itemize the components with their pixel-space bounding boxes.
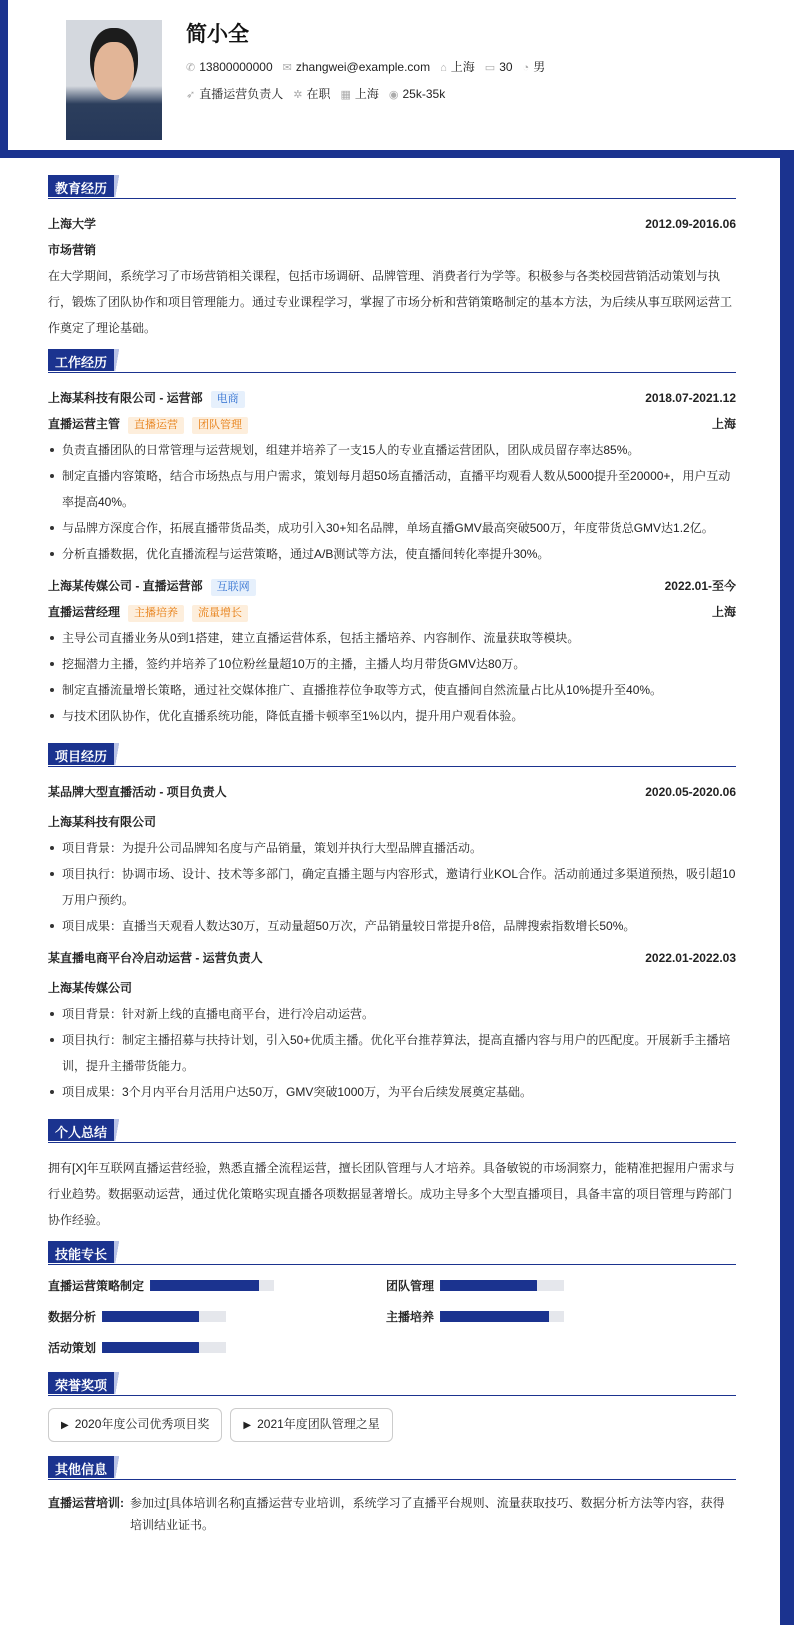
gender-icon: ◔ (522, 62, 530, 74)
skill-tag: 主播培养 (128, 605, 184, 622)
project-bullet: 项目成果：3个月内平台月活用户达50万，GMV突破1000万，为平台后续发展奠定基础。 (48, 1079, 736, 1105)
status: 在职 (306, 87, 331, 101)
project-bullet: 项目执行：协调市场、设计、技术等多部门，确定直播主题与内容形式，邀请行业KOL合作。活动前通过多渠道预热，吸引超10万用户预约。 (48, 861, 736, 913)
section-education (48, 175, 736, 199)
section-summary (48, 1119, 736, 1143)
job-city: 上海 (711, 417, 736, 431)
send-icon: ➶ (186, 89, 196, 101)
skill-bar-fill (102, 1342, 199, 1353)
salary: 25k-35k (402, 86, 446, 101)
project-company: 上海某科技有限公司 (48, 815, 157, 829)
skill-item (48, 1277, 386, 1294)
age: 30 (499, 59, 513, 74)
job-company: 上海某科技有限公司 - 运营部 (48, 391, 203, 405)
triangle-icon: ▶ (61, 1420, 69, 1431)
skill-item (48, 1308, 386, 1325)
section-title: 技能专长 (48, 1241, 114, 1263)
project-bullet: 项目背景：针对新上线的直播电商平台，进行冷启动运营。 (48, 1001, 736, 1027)
section-other (48, 1456, 736, 1480)
skill-tag: 团队管理 (192, 417, 248, 434)
building-icon: ▦ (340, 89, 351, 101)
section-projects (48, 743, 736, 767)
project-bullet: 项目背景：为提升公司品牌知名度与产品销量，策划并执行大型品牌直播活动。 (48, 835, 736, 861)
section-work (48, 349, 736, 373)
job-entry (48, 385, 736, 567)
skill-item (386, 1277, 724, 1294)
section-title: 工作经历 (48, 349, 114, 371)
edu-period: 2012.09-2016.06 (645, 217, 736, 231)
job-bullet: 主导公司直播业务从0到1搭建，建立直播运营体系，包括主播培养、内容制作、流量获取等模块。 (48, 625, 736, 651)
industry-tag: 互联网 (211, 579, 256, 596)
resume-body (48, 175, 736, 1536)
skill-tag: 直播运营 (128, 417, 184, 434)
target-city: 上海 (354, 87, 379, 101)
position: 直播运营负责人 (199, 87, 284, 101)
salary-icon: ◉ (388, 88, 399, 101)
skill-bar-fill (150, 1280, 259, 1291)
other-text: 参加过[具体培训名称]直播运营专业培训，系统学习了直播平台规则、流量获取技巧、数据分析方法等内容，获得培训结业证书。 (130, 1496, 725, 1532)
phone: 13800000000 (199, 59, 273, 74)
age-icon: ▭ (484, 61, 496, 74)
project-entry (48, 945, 736, 1105)
skill-item (386, 1308, 724, 1325)
project-entry (48, 779, 736, 939)
email: zhangwei@example.com (295, 59, 431, 74)
job-role: 直播运营经理 (48, 605, 121, 619)
section-title: 其他信息 (48, 1456, 114, 1478)
skill-bar-fill (440, 1280, 537, 1291)
skill-name: 直播运营策略制定 (48, 1279, 145, 1293)
job-bullet: 负责直播团队的日常管理与运营规划，组建并培养了一支15人的专业直播运营团队，团队成员留存率达85%。 (48, 437, 736, 463)
right-border (780, 150, 794, 1625)
other-info (48, 1492, 736, 1536)
job-city: 上海 (711, 605, 736, 619)
job-bullet: 分析直播数据，优化直播流程与运营策略，通过A/B测试等方法，使直播间转化率提升30%。 (48, 541, 736, 567)
project-name: 某品牌大型直播活动 - 项目负责人 (48, 785, 227, 799)
skill-bar (440, 1280, 564, 1291)
industry-tag: 电商 (211, 391, 245, 408)
award-name: 2021年度团队管理之星 (257, 1417, 380, 1431)
job-entry (48, 573, 736, 729)
job-bullet: 制定直播流量增长策略，通过社交媒体推广、直播推荐位争取等方式，使直播间自然流量占比从10%提升至40%。 (48, 677, 736, 703)
edu-desc: 在大学期间，系统学习了市场营销相关课程，包括市场调研、品牌管理、消费者行为学等。积极参与各类校园营销活动策划与执行，锻炼了团队协作和项目管理能力。通过专业课程学习，掌握了市场分析和营销策略制定的基本方法，为后续从事互联网运营工作奠定了理论基础。 (48, 269, 733, 335)
school: 上海大学 (48, 217, 97, 231)
section-title: 荣誉奖项 (48, 1372, 114, 1394)
home-icon: ⌂ (440, 62, 447, 74)
status-icon: ✲ (293, 89, 303, 101)
section-awards (48, 1372, 736, 1396)
section-title: 教育经历 (48, 175, 114, 197)
job-bullet: 挖掘潜力主播，签约并培养了10位粉丝量超10万的主播，主播人均月带货GMV达80万。 (48, 651, 736, 677)
summary-text: 拥有[X]年互联网直播运营经验，熟悉直播全流程运营，擅长团队管理与人才培养。具备敏锐的市场洞察力，能精准把握用户需求与行业趋势。数据驱动运营，通过优化策略实现直播各项数据显著增长。成功主导多个大型直播项目，具备丰富的项目管理与跨部门协作经验。 (48, 1161, 735, 1227)
job-bullet: 制定直播内容策略，结合市场热点与用户需求，策划每月超50场直播活动，直播平均观看人数从5000提升至20000+，用户互动率提高40%。 (48, 463, 736, 515)
job-bullet: 与技术团队协作，优化直播系统功能，降低直播卡顿率至1%以内，提升用户观看体验。 (48, 703, 736, 729)
triangle-icon: ▶ (243, 1420, 252, 1431)
header-band (0, 150, 794, 158)
job-bullet: 与品牌方深度合作，拓展直播带货品类，成功引入30+知名品牌，单场直播GMV最高突破500万，年度带货总GMV达1.2亿。 (48, 515, 736, 541)
project-bullet: 项目成果：直播当天观看人数达30万，互动量超50万次，产品销量较日常提升8倍，品牌搜索指数增长50%。 (48, 913, 736, 939)
other-label: 直播运营培训: (48, 1496, 124, 1510)
project-company: 上海某传媒公司 (48, 981, 133, 995)
skill-name: 活动策划 (48, 1341, 97, 1355)
major: 市场营销 (48, 243, 97, 257)
job-role: 直播运营主管 (48, 417, 121, 431)
award-chip (48, 1408, 222, 1442)
job-company: 上海某传媒公司 - 直播运营部 (48, 579, 203, 593)
skill-item (48, 1339, 386, 1356)
contact-row (186, 58, 545, 75)
section-title: 项目经历 (48, 743, 114, 765)
skill-bar-fill (440, 1311, 549, 1322)
project-bullet: 项目执行：制定主播招募与扶持计划，引入50+优质主播。优化平台推荐算法，提高直播内容与用户的匹配度。开展新手主播培训，提升主播带货能力。 (48, 1027, 736, 1079)
job-period: 2018.07-2021.12 (645, 391, 736, 405)
project-period: 2020.05-2020.06 (645, 785, 736, 799)
intent-row (186, 85, 445, 102)
skill-bar-fill (102, 1311, 199, 1322)
section-skills (48, 1241, 736, 1265)
candidate-name: 简小全 (186, 23, 249, 46)
project-name: 某直播电商平台冷启动运营 - 运营负责人 (48, 951, 263, 965)
skill-bar (440, 1311, 564, 1322)
section-title: 个人总结 (48, 1119, 114, 1141)
city: 上海 (450, 60, 475, 74)
skill-tag: 流量增长 (192, 605, 248, 622)
award-chip (230, 1408, 392, 1442)
avatar-photo (66, 20, 162, 140)
skill-bar (102, 1311, 226, 1322)
email-icon: ✉ (282, 61, 292, 74)
skill-bar (150, 1280, 274, 1291)
avatar-face (94, 42, 134, 100)
resume-header (0, 0, 794, 150)
phone-icon: ✆ (186, 61, 196, 74)
gender: 男 (533, 60, 546, 74)
job-period: 2022.01-至今 (664, 579, 736, 593)
skill-bar (102, 1342, 226, 1353)
skill-name: 主播培养 (386, 1310, 435, 1324)
skill-name: 团队管理 (386, 1279, 435, 1293)
skill-name: 数据分析 (48, 1310, 97, 1324)
project-period: 2022.01-2022.03 (645, 951, 736, 965)
award-name: 2020年度公司优秀项目奖 (74, 1417, 210, 1431)
